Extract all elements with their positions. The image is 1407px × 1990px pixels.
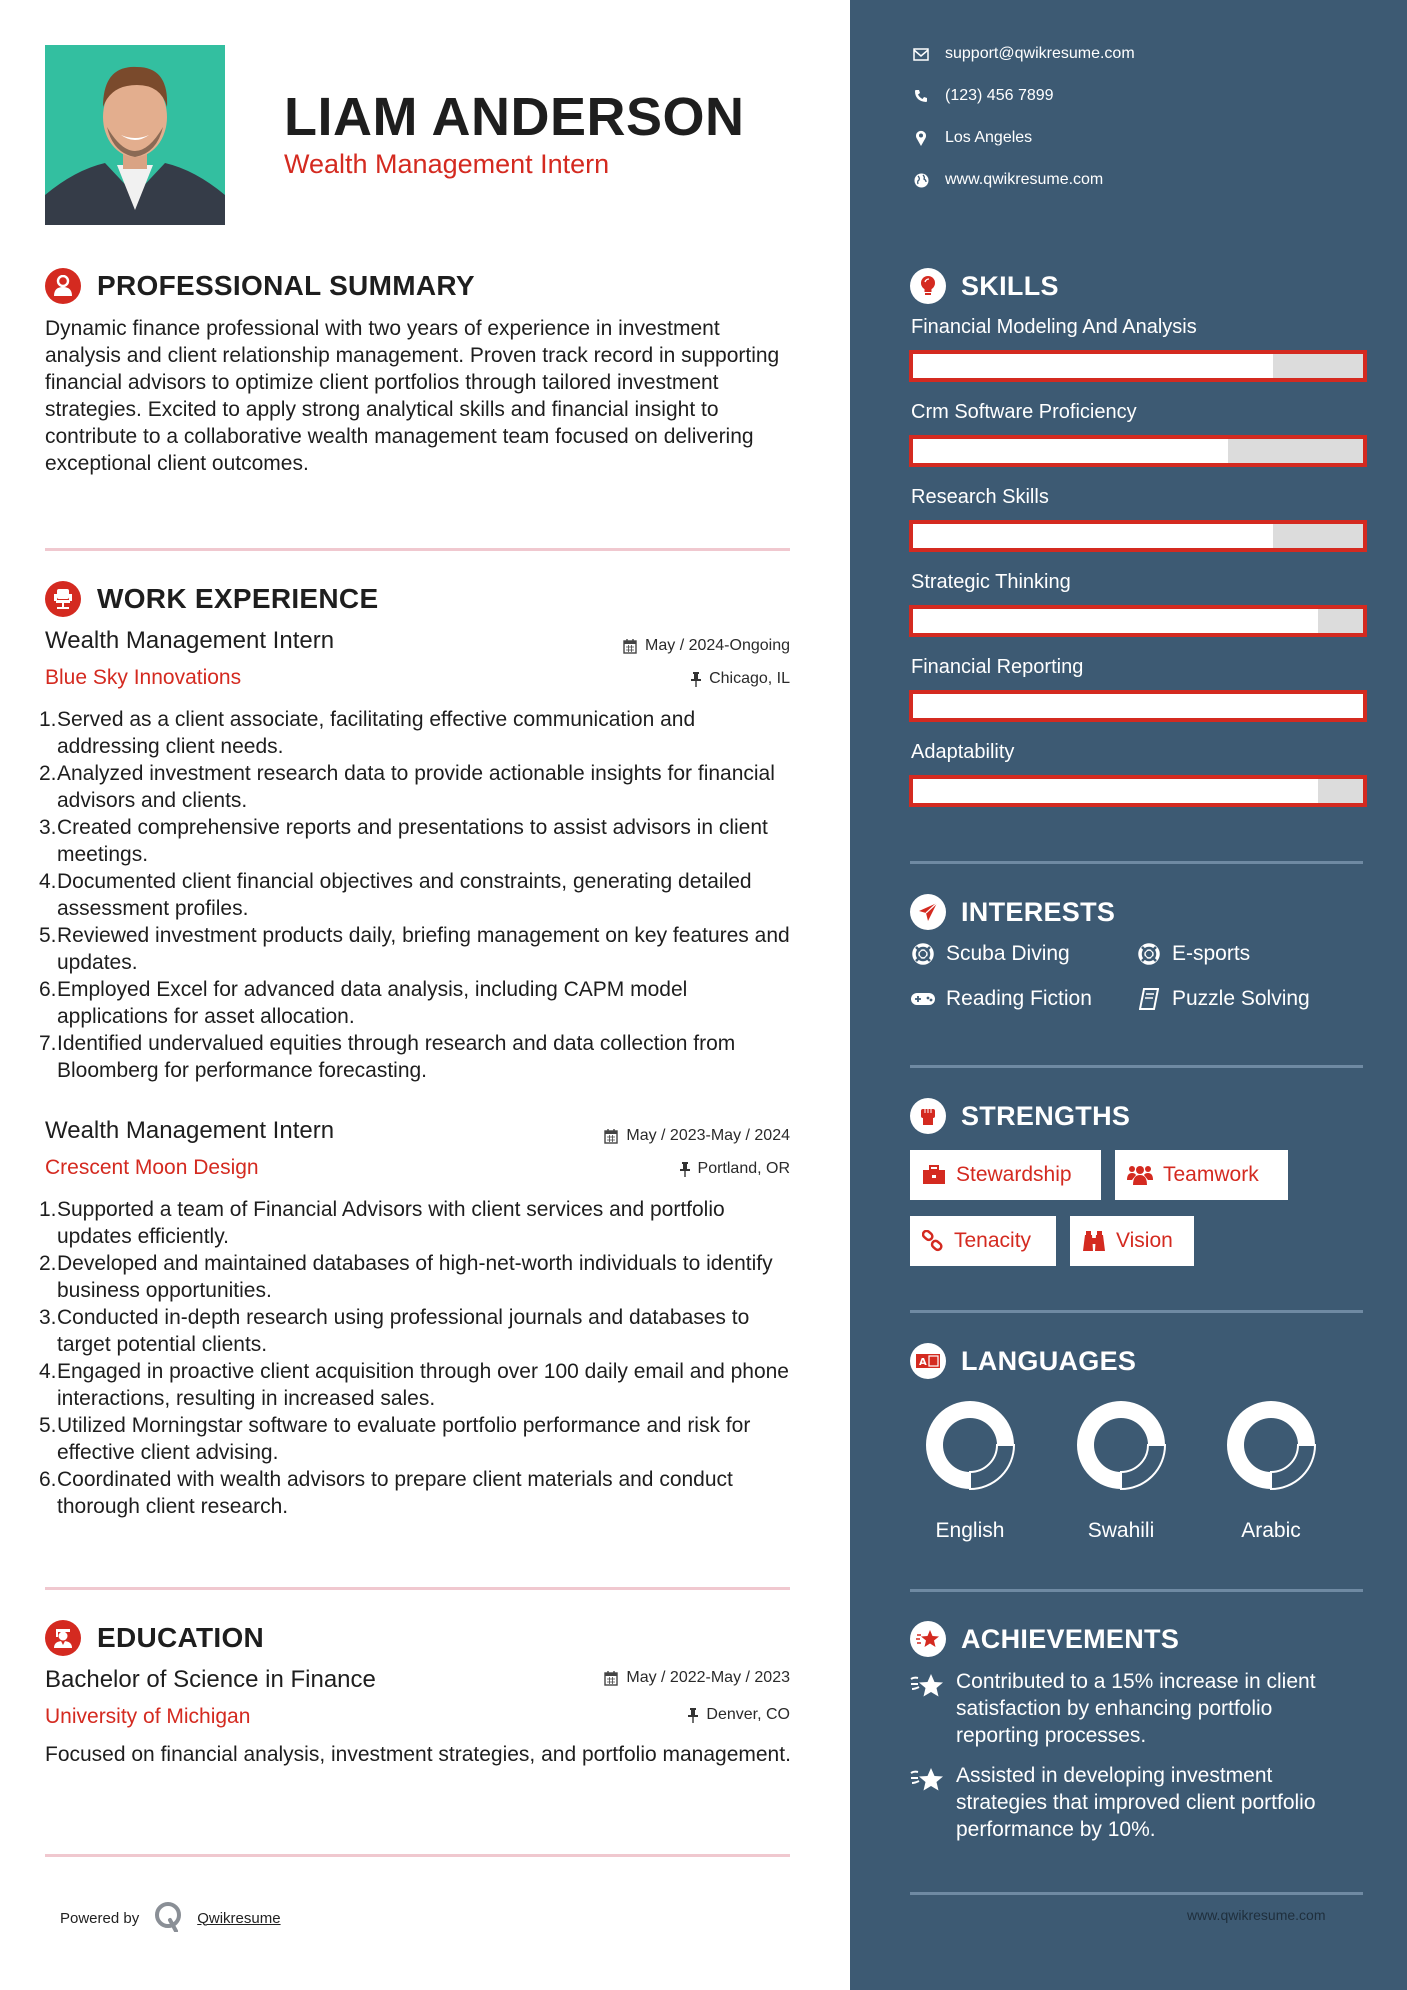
language-donut <box>1073 1397 1169 1493</box>
interests-title: INTERESTS <box>961 896 1116 927</box>
office-chair-icon <box>45 581 81 617</box>
svg-text:A: A <box>919 1357 927 1368</box>
experience-title: WORK EXPERIENCE <box>97 583 379 614</box>
candidate-headline: Wealth Management Intern <box>284 149 610 179</box>
section-divider <box>45 1854 790 1857</box>
strength-tag: Teamwork <box>1115 1150 1288 1200</box>
language-item <box>1061 1397 1181 1543</box>
strengths-header <box>910 1097 1130 1135</box>
contact-email <box>911 44 1135 64</box>
summary-title: PROFESSIONAL SUMMARY <box>97 270 475 301</box>
powered-by: Powered by Qwikresume <box>60 1900 281 1936</box>
skill-fill <box>913 609 1318 633</box>
languages-header <box>910 1342 1136 1380</box>
skill-bar <box>909 350 1367 382</box>
pushpin-icon <box>691 672 701 687</box>
pushpin-icon <box>680 1162 690 1177</box>
list-item: 2. Analyzed investment research data to provide actionable insights for financial advisors and clients. <box>39 762 775 812</box>
interest-item: Puzzle Solving <box>1136 987 1310 1011</box>
skill-label: Financial Reporting <box>911 656 1084 678</box>
skill-bar <box>909 435 1367 467</box>
education-location: Denver, CO <box>688 1706 790 1724</box>
list-item: 3. Conducted in-depth research using professional journals and databases to target potential clients. <box>39 1306 750 1356</box>
qwikresume-logo-icon <box>153 1900 183 1936</box>
job-company: Crescent Moon Design <box>45 1156 259 1179</box>
job-bullets <box>39 706 800 1084</box>
strength-tag: Vision <box>1070 1216 1194 1266</box>
section-divider <box>910 1065 1363 1068</box>
job-location: Portland, OR <box>680 1160 790 1178</box>
skill-label: Adaptability <box>911 741 1015 763</box>
graduate-icon <box>45 1620 81 1656</box>
email-link[interactable]: support@qwikresume.com <box>945 45 1135 62</box>
contact-website <box>911 170 1103 190</box>
list-item: 4. Engaged in proactive client acquisition through over 100 daily email and phone interactions, resulting in increased sales. <box>39 1360 789 1410</box>
skill-fill <box>913 439 1228 463</box>
link-icon <box>922 1230 944 1252</box>
language-label: Swahili <box>1087 1519 1155 1542</box>
section-divider <box>910 1589 1363 1592</box>
language-donut <box>922 1397 1018 1493</box>
contact-location: Los Angeles <box>911 128 1032 148</box>
interest-item: Scuba Diving <box>910 942 1070 966</box>
achievement-item: Contributed to a 15% increase in client satisfaction by enhancing portfolio reporting processes. <box>910 1668 1360 1749</box>
skill-bar <box>909 690 1367 722</box>
translate-icon <box>910 1343 946 1379</box>
skill-fill <box>913 354 1273 378</box>
skill-label: Crm Software Proficiency <box>911 401 1137 423</box>
section-divider <box>910 861 1363 864</box>
section-divider <box>45 548 790 551</box>
job-title: Wealth Management Intern <box>45 1117 335 1144</box>
sidebar <box>850 0 1407 1990</box>
website-link[interactable]: www.qwikresume.com <box>945 171 1104 188</box>
languages-title: LANGUAGES <box>961 1345 1137 1376</box>
strength-tag: Stewardship <box>910 1150 1101 1200</box>
list-item: 1. Supported a team of Financial Advisors with client services and portfolio updates efficiently. <box>39 1198 725 1248</box>
skill-bar <box>909 605 1367 637</box>
job-title: Wealth Management Intern <box>45 627 335 654</box>
list-item: 2. Developed and maintained databases of high-net-worth individuals to identify business opportunities. <box>39 1252 773 1302</box>
language-item <box>1211 1397 1331 1543</box>
job-location: Chicago, IL <box>691 670 790 688</box>
envelope-icon <box>911 48 931 61</box>
life-ring-icon <box>910 943 936 965</box>
language-item <box>910 1397 1030 1543</box>
book-icon <box>1136 988 1162 1010</box>
achievements-header <box>910 1620 1179 1658</box>
job-dates: May / 2023-May / 2024 <box>604 1127 790 1145</box>
job-company: Blue Sky Innovations <box>45 666 242 689</box>
summary-header <box>45 267 475 305</box>
achievement-item: Assisted in developing investment strategies that improved client portfolio performance by 10%. <box>910 1762 1360 1843</box>
experience-header <box>45 580 378 618</box>
education-dates: May / 2022-May / 2023 <box>604 1669 790 1687</box>
list-item: 7. Identified undervalued equities through research and data collection from Bloomberg for performance forecasting. <box>39 1032 736 1082</box>
strengths-title: STRENGTHS <box>961 1100 1131 1131</box>
gamepad-icon <box>910 991 936 1007</box>
qwikresume-link[interactable]: Qwikresume <box>197 1909 281 1927</box>
calendar-icon <box>623 639 637 654</box>
job-bullets <box>39 1196 800 1520</box>
list-item: 4. Documented client financial objectives and constraints, generating detailed assessment profiles. <box>39 870 752 920</box>
star-icon <box>910 1621 946 1657</box>
globe-icon <box>911 173 931 188</box>
list-item: 1. Served as a client associate, facilitating effective communication and addressing client needs. <box>39 708 696 758</box>
skill-bar <box>909 775 1367 807</box>
profile-photo <box>45 45 225 225</box>
skill-label: Research Skills <box>911 486 1049 508</box>
job-dates: May / 2024-Ongoing <box>623 637 790 655</box>
list-item: 6. Employed Excel for advanced data analysis, including CAPM model applications for asset allocation. <box>39 978 688 1028</box>
skills-header <box>910 267 1059 305</box>
fist-icon <box>910 1098 946 1134</box>
skill-label: Strategic Thinking <box>911 571 1071 593</box>
life-ring-icon <box>1136 943 1162 965</box>
strength-tag: Tenacity <box>910 1216 1056 1266</box>
list-item: 5. Reviewed investment products daily, briefing management on key features and updates. <box>39 924 790 974</box>
skills-title: SKILLS <box>961 270 1059 301</box>
section-divider <box>45 1587 790 1590</box>
language-label: Arabic <box>1241 1519 1301 1542</box>
summary-text: Dynamic finance professional with two years of experience in investment analysis and client relationship management. Proven track record in supporting financial advisors to optimize client portfolios through tailored investment strategies. Excited to apply strong analytical skills and financial insight to contribute to a collaborative wealth management team focused on delivering exceptional client outcomes. <box>45 317 780 475</box>
footer-url[interactable]: www.qwikresume.com <box>1187 1907 1326 1923</box>
education-title: EDUCATION <box>97 1622 265 1653</box>
user-icon <box>45 268 81 304</box>
skill-bar <box>909 520 1367 552</box>
degree-title: Bachelor of Science in Finance <box>45 1666 376 1693</box>
users-icon <box>1127 1164 1153 1186</box>
calendar-icon <box>604 1129 618 1144</box>
candidate-name: LIAM ANDERSON <box>284 87 745 147</box>
section-divider <box>910 1310 1363 1313</box>
paper-plane-icon <box>910 894 946 930</box>
section-divider <box>910 1892 1363 1895</box>
phone-icon <box>911 89 931 103</box>
star-icon <box>910 1762 946 1843</box>
lightbulb-icon <box>910 268 946 304</box>
list-item: 3. Created comprehensive reports and presentations to assist advisors in client meetings. <box>39 816 768 866</box>
interest-item: E-sports <box>1136 942 1250 966</box>
skill-fill <box>913 524 1273 548</box>
skill-fill <box>913 779 1318 803</box>
language-donut <box>1223 1397 1319 1493</box>
star-icon <box>910 1668 946 1749</box>
education-header <box>45 1619 264 1657</box>
contact-phone: (123) 456 7899 <box>911 86 1054 106</box>
education-description: Focused on financial analysis, investment strategies, and portfolio management. <box>45 1743 791 1766</box>
calendar-icon <box>604 1671 618 1686</box>
skill-label: Financial Modeling And Analysis <box>911 316 1197 338</box>
briefcase-icon <box>922 1165 946 1185</box>
binoculars-icon <box>1082 1230 1106 1252</box>
skill-fill <box>913 694 1363 718</box>
interest-item: Reading Fiction <box>910 987 1092 1011</box>
language-label: English <box>935 1519 1005 1542</box>
map-marker-icon <box>911 130 931 146</box>
list-item: 6. Coordinated with wealth advisors to prepare client materials and conduct thorough client research. <box>39 1468 733 1518</box>
pushpin-icon <box>688 1708 698 1723</box>
interests-header <box>910 893 1115 931</box>
list-item: 5. Utilized Morningstar software to evaluate portfolio performance and risk for effective client advising. <box>39 1414 751 1464</box>
achievements-title: ACHIEVEMENTS <box>961 1623 1180 1654</box>
school-name: University of Michigan <box>45 1705 251 1728</box>
